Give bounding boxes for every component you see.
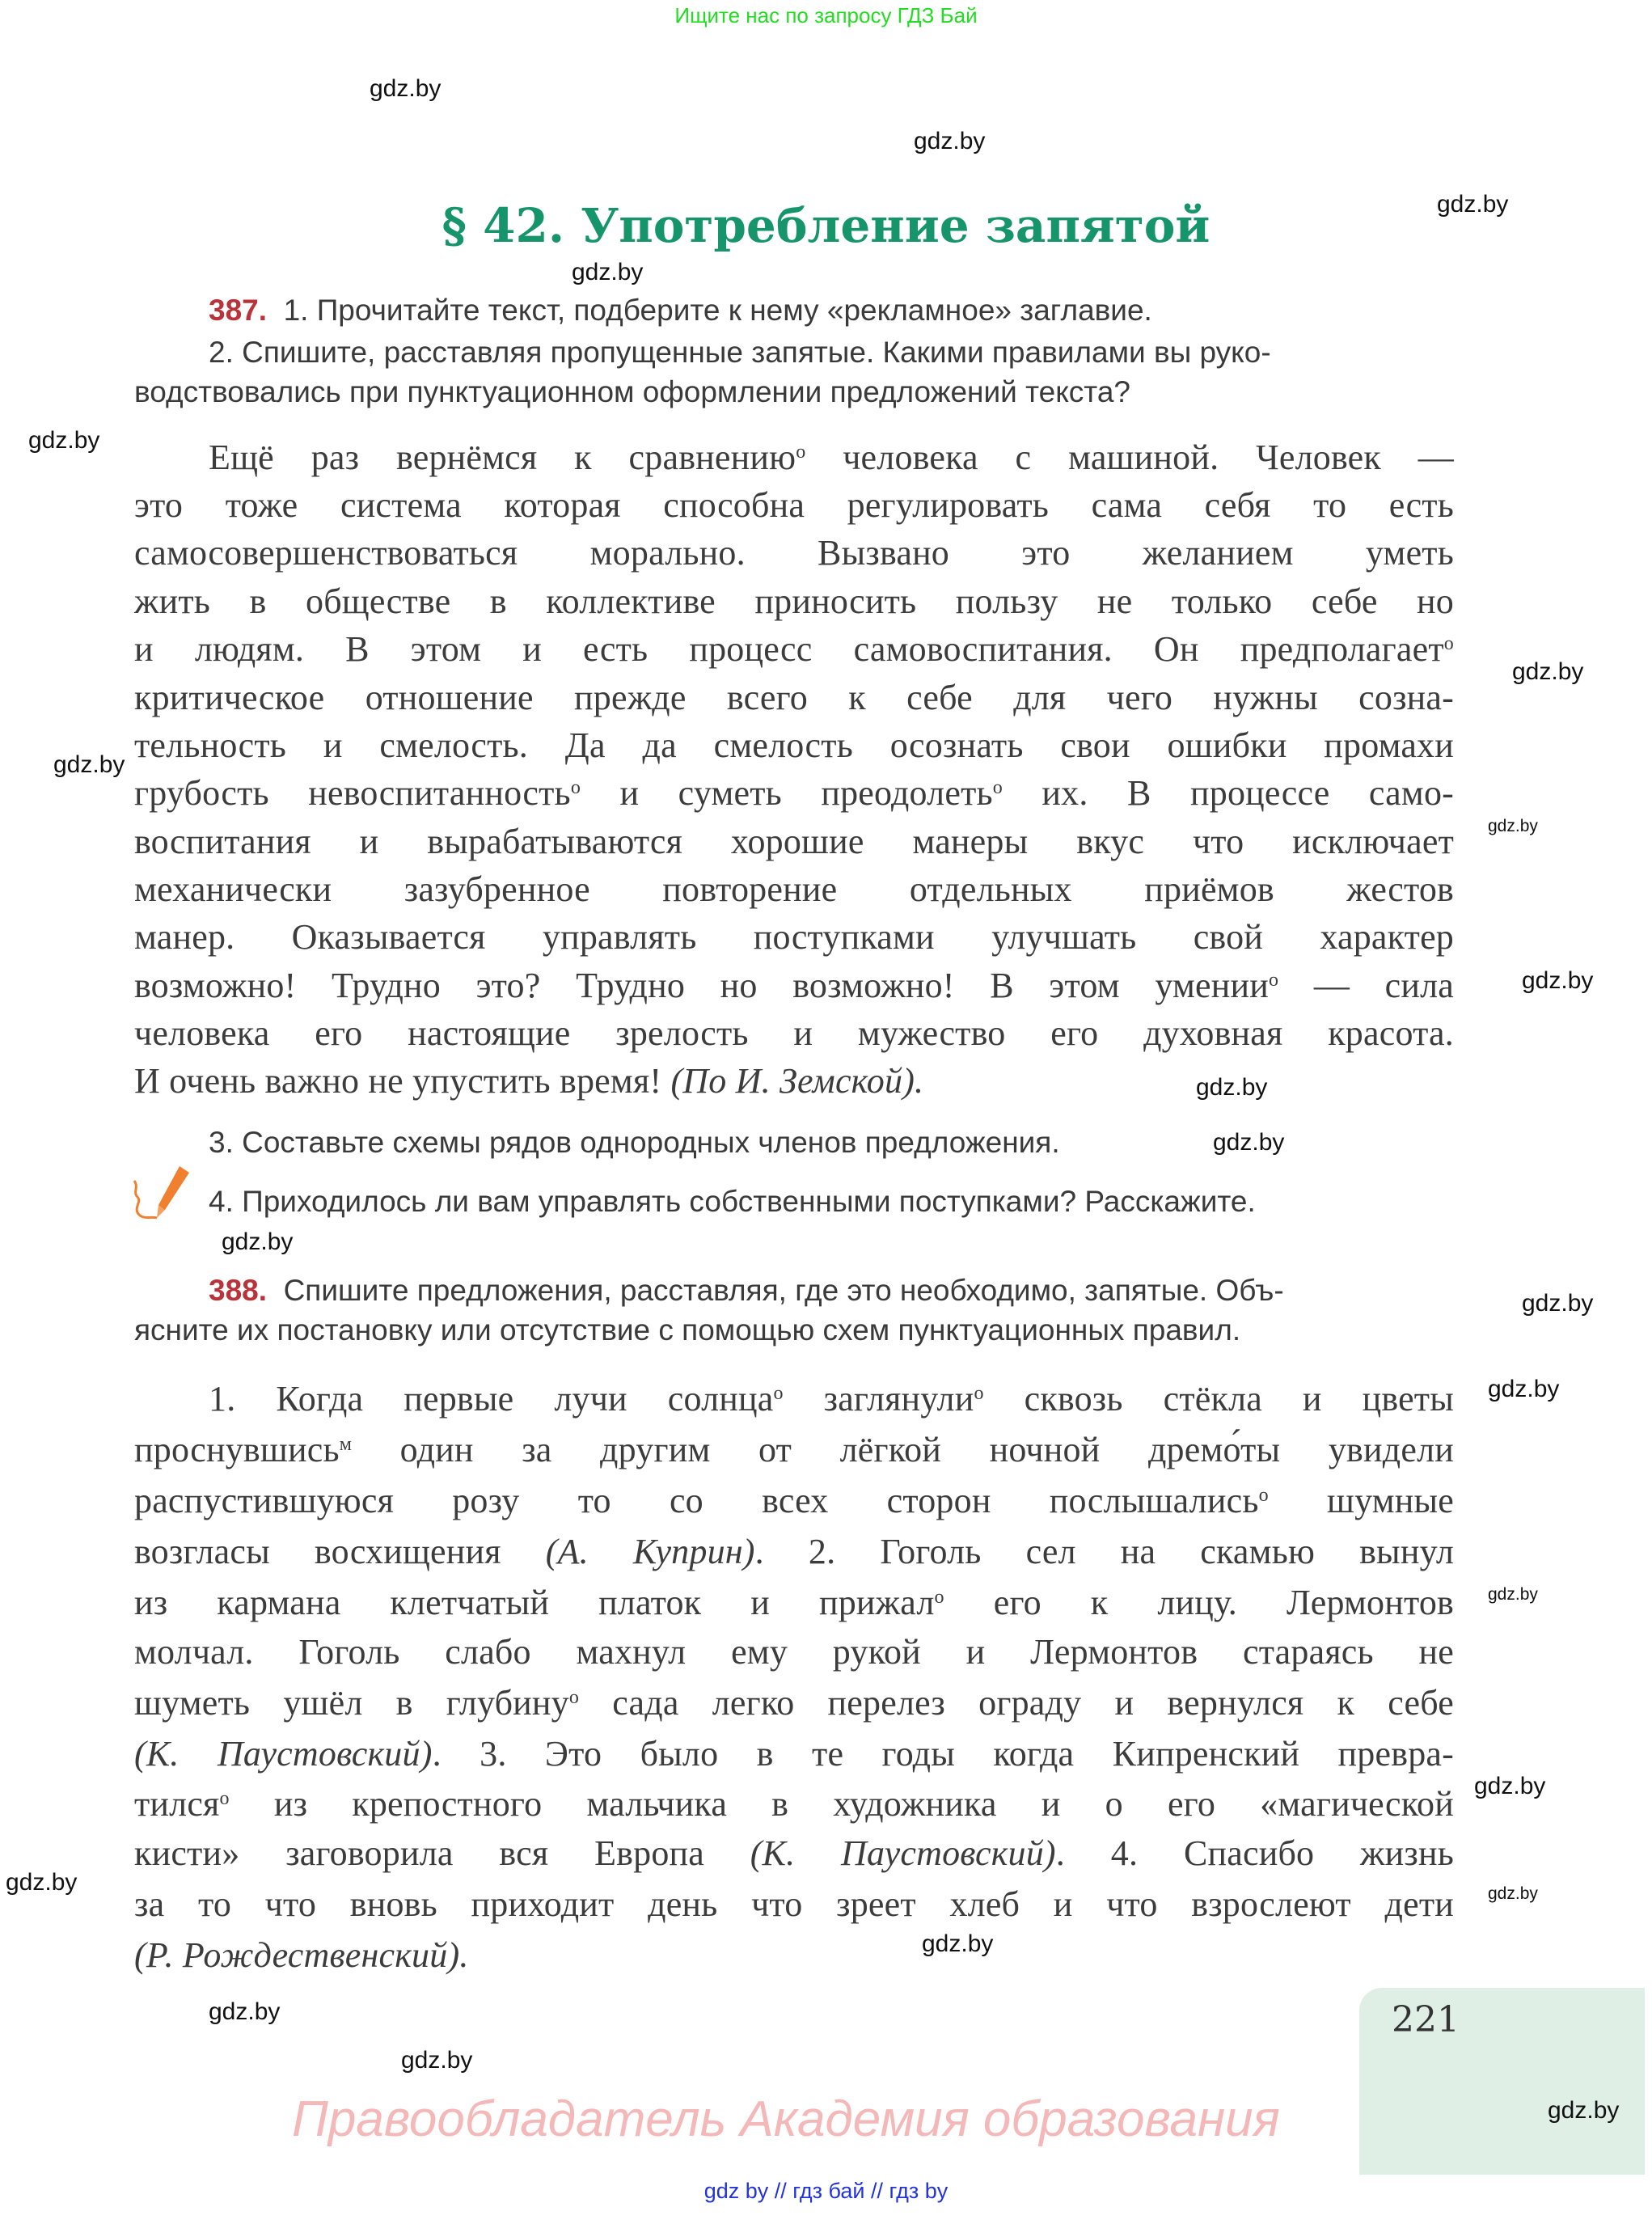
- gdz-watermark: gdz.by: [1488, 817, 1538, 835]
- exercise-387-task-2: 2. Спишите, расставляя пропущенные запятые. Какими правилами вы руко-: [209, 336, 1271, 369]
- gdz-watermark: gdz.by: [572, 259, 644, 285]
- text-line: [134, 1932, 1454, 1979]
- exercise-number: 387.: [209, 294, 268, 327]
- footnote-mark: о: [796, 442, 806, 463]
- text-segment: человека с машиной. Человек —: [805, 438, 1454, 477]
- footer-links[interactable]: gdz by // гдз бай // гдз by: [703, 2179, 949, 2203]
- footnote-mark: о: [974, 1383, 984, 1404]
- text-line: [134, 1881, 1454, 1928]
- text-segment: проснувшись: [134, 1430, 340, 1469]
- gdz-watermark: gdz.by: [28, 427, 100, 454]
- text-segment: это тоже система которая способна регулировать сама себя то есть: [134, 485, 1454, 525]
- text-segment: . 2. Гоголь сел на скамью вынул: [754, 1532, 1454, 1571]
- text-line: [134, 722, 1454, 769]
- footnote-mark: о: [570, 777, 581, 798]
- gdz-watermark: gdz.by: [1512, 658, 1584, 685]
- text-segment: шумные: [1268, 1481, 1454, 1520]
- text-segment: распустившуюся розу то со всех сторон послышались: [134, 1481, 1259, 1520]
- text-segment: механически зазубренное повторение отдельных приёмов жестов: [134, 869, 1454, 909]
- text-segment: — сила: [1278, 966, 1455, 1005]
- gdz-watermark: gdz.by: [222, 1228, 294, 1255]
- text-segment: воспитания и вырабатываются хорошие манеры вкус что исключает: [134, 822, 1454, 861]
- text-segment: жить в обществе в коллективе приносить пользу не только себе но: [134, 581, 1454, 621]
- gdz-watermark: gdz.by: [1548, 2097, 1620, 2124]
- footnote-mark: о: [219, 1788, 230, 1809]
- gdz-watermark: gdz.by: [1522, 967, 1594, 994]
- text-line: [134, 1427, 1454, 1474]
- text-line: [134, 674, 1454, 721]
- gdz-watermark: gdz.by: [1488, 1376, 1560, 1402]
- text-segment: тельность и смелость. Да да смелость осознать свои ошибки промахи: [134, 725, 1454, 765]
- text-line: [134, 1830, 1454, 1877]
- text-segment: . 3. Это было в те годы когда Кипренский превра-: [432, 1734, 1454, 1774]
- text-segment: человека его настоящие зрелость и мужество его духовная красота.: [134, 1013, 1454, 1053]
- text-line: [134, 1478, 1454, 1524]
- text-line: [134, 1781, 1454, 1828]
- gdz-watermark: gdz.by: [1522, 1290, 1594, 1317]
- exercise-number: 388.: [209, 1274, 268, 1307]
- gdz-watermark: gdz.by: [914, 128, 986, 154]
- text-line: [134, 1629, 1454, 1676]
- exercise-388-task: [209, 1271, 1284, 1311]
- gdz-watermark: gdz.by: [1196, 1074, 1268, 1101]
- footnote-mark: о: [568, 1687, 580, 1708]
- footnote-mark: м: [339, 1434, 353, 1455]
- exercise-387-task-1: [209, 290, 1152, 331]
- gdz-watermark: gdz.by: [1474, 1773, 1546, 1799]
- gdz-watermark: gdz.by: [53, 751, 125, 778]
- text-segment: Ещё раз вернёмся к сравнению: [209, 438, 796, 477]
- text-segment: молчал. Гоголь слабо махнул ему рукой и Лермонтов стараясь не: [134, 1632, 1454, 1672]
- text-segment: из кармана клетчатый платок и прижал: [134, 1583, 935, 1622]
- gdz-watermark: gdz.by: [922, 1930, 994, 1957]
- gdz-watermark: gdz.by: [1488, 1585, 1538, 1604]
- gdz-watermark: gdz.by: [370, 75, 442, 102]
- footnote-mark: о: [1443, 633, 1454, 654]
- text-line: [134, 1579, 1454, 1626]
- text-line: [134, 818, 1454, 865]
- text-line: [134, 866, 1454, 913]
- text-segment: манер. Оказывается управлять поступками улучшать свой характер: [134, 917, 1454, 957]
- text-segment: И очень важно не упустить время!: [134, 1061, 671, 1101]
- author-citation: (К. Паустовский): [134, 1734, 433, 1774]
- footnote-mark: о: [934, 1587, 944, 1608]
- task-text: 1. Прочитайте текст, подберите к нему «рекламное» заглавие.: [283, 294, 1152, 327]
- text-segment: его к лицу. Лермонтов: [944, 1583, 1454, 1622]
- text-segment: сквозь стёкла и цветы: [983, 1379, 1455, 1419]
- page-title: § 42. Употребление запятой: [442, 198, 1210, 253]
- text-segment: возможно! Трудно это? Трудно но возможно! В этом умении: [134, 966, 1269, 1005]
- text-segment: самосовершенствоваться морально. Вызвано это желанием уметь: [134, 533, 1454, 573]
- gdz-watermark: gdz.by: [209, 1998, 281, 2025]
- text-line: [134, 626, 1454, 673]
- text-segment: один за другим от лёгкой ночной дремо́ты увидели: [352, 1430, 1454, 1469]
- text-segment: кисти» заговорила вся Европа: [134, 1833, 750, 1873]
- copyright-watermark: Правообладатель Академия образования: [292, 2091, 1280, 2147]
- footnote-mark: о: [992, 777, 1003, 798]
- text-segment: 1. Когда первые лучи солнца: [209, 1379, 774, 1419]
- text-segment: заглянули: [783, 1379, 974, 1419]
- text-line: [134, 914, 1454, 961]
- text-line: [134, 1010, 1454, 1057]
- text-segment: . 4. Спасибо жизнь: [1055, 1833, 1454, 1873]
- gdz-watermark: gdz.by: [1213, 1129, 1285, 1156]
- text-segment: сада легко перелез ограду и вернулся к себе: [579, 1683, 1454, 1723]
- text-segment: их. В процессе само-: [1002, 773, 1454, 813]
- task-text: Спишите предложения, расставляя, где это необходимо, запятые. Объ-: [283, 1274, 1284, 1307]
- text-line: [134, 1731, 1454, 1778]
- exercise-388-task-cont: ясните их постановку или отсутствие с помощью схем пунктуационных правил.: [134, 1313, 1241, 1347]
- author-citation: (К. Паустовский): [750, 1833, 1056, 1873]
- text-segment: за то что вновь приходит день что зреет хлеб и что взрослеют дети: [134, 1884, 1454, 1924]
- text-segment: грубость невоспитанность: [134, 773, 571, 813]
- author-citation: (А. Куприн): [545, 1532, 755, 1571]
- text-line: [134, 530, 1454, 577]
- text-line: [134, 578, 1454, 625]
- text-line: [134, 1528, 1454, 1575]
- footnote-mark: о: [773, 1383, 784, 1404]
- text-line: [134, 962, 1454, 1009]
- text-segment: шуметь ушёл в глубину: [134, 1683, 569, 1723]
- footnote-mark: о: [1269, 970, 1279, 991]
- author-citation: (По И. Земской).: [670, 1061, 924, 1101]
- text-line: [209, 434, 1454, 481]
- text-segment: и суметь преодолеть: [581, 773, 993, 813]
- author-citation: (Р. Рождественский).: [134, 1935, 469, 1975]
- text-line: [134, 1680, 1454, 1727]
- exercise-387-task-3: 3. Составьте схемы рядов однородных членов предложения.: [209, 1126, 1060, 1159]
- gdz-watermark: gdz.by: [401, 2047, 473, 2074]
- text-line: [209, 1376, 1454, 1423]
- exercise-387-task-2-cont: водствовались при пунктуационном оформлении предложений текста?: [134, 375, 1130, 408]
- text-segment: из крепостного мальчика в художника и о его «магической: [229, 1784, 1454, 1824]
- pencil-icon: [129, 1163, 194, 1224]
- text-segment: и людям. В этом и есть процесс самовоспитания. Он предполагает: [134, 629, 1444, 669]
- search-banner: Ищите нас по запросу ГДЗ Бай: [674, 3, 978, 27]
- text-line: [134, 482, 1454, 529]
- page-number: 221: [1392, 1999, 1460, 2040]
- text-segment: возгласы восхищения: [134, 1532, 546, 1571]
- text-segment: тился: [134, 1784, 220, 1824]
- footnote-mark: о: [1258, 1485, 1269, 1506]
- text-line: [134, 770, 1454, 817]
- gdz-watermark: gdz.by: [6, 1869, 78, 1896]
- text-segment: критическое отношение прежде всего к себе для чего нужны созна-: [134, 678, 1454, 717]
- exercise-387-task-4: 4. Приходилось ли вам управлять собственными поступками? Расскажите.: [209, 1185, 1256, 1218]
- gdz-watermark: gdz.by: [1488, 1884, 1538, 1903]
- gdz-watermark: gdz.by: [1437, 191, 1509, 218]
